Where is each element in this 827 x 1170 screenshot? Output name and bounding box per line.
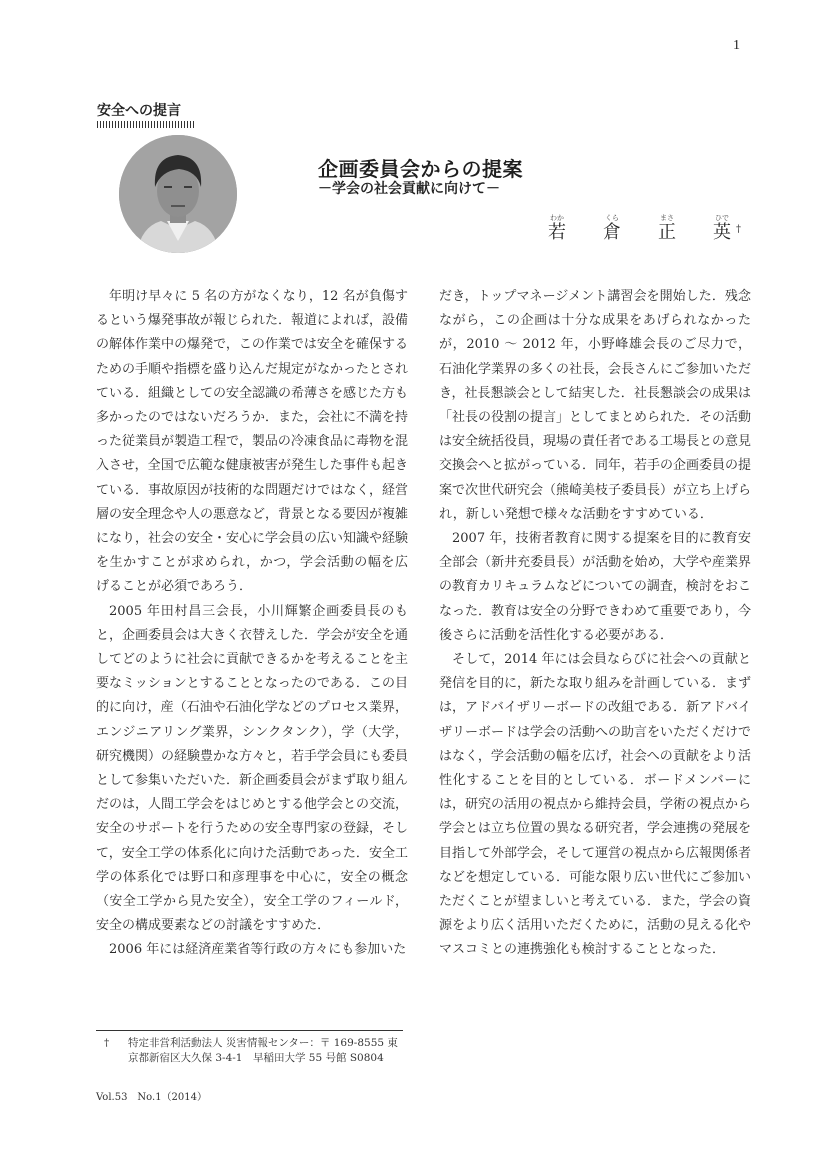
body-paragraph: 2007 年，技術者教育に関する提案を目的に教育安全部会（新井充委員長）が活動を始め，大学や産業界の教育カリキュラムなどについての調査，検討をおこなった．教育は安全の分野できわめて重要であり，今後さらに活動を活性化する必要がある．: [439, 531, 752, 643]
body-column-right: [439, 285, 751, 963]
author-affiliation-mark: †: [736, 224, 741, 235]
author-kanji: 英: [713, 222, 731, 243]
footnote-mark: †: [104, 1037, 110, 1049]
body-paragraph: だき，トップマネージメント講習会を開始した．残念ながら，この企画は十分な成果をあげられなかったが，2010 ～ 2012 年，小野峰雄会長のご尽力で，石油化学業界の多くの社長，会長さんにご参加いただき，社長懇談会として結実した．社長懇談会の成果は「社長の役割の提言」としてまとめられた．その活動は安全統括役員，現場の責任者である工場長との意見交換会へと拡がっている．同年，若手の企画委員の提案で次世代研究会（熊崎美枝子委員長）が立ち上げられ，新しい発想で様々な活動をすすめている．: [439, 289, 752, 522]
section-label: 安全への提言: [97, 103, 181, 119]
footnote: [104, 1036, 404, 1066]
page-number: 1: [733, 38, 740, 53]
author-name: [546, 214, 741, 243]
footnote-divider: [96, 1030, 403, 1031]
author-kanji: 若: [548, 222, 566, 243]
article-title: 企画委員会からの提案: [318, 157, 523, 181]
body-paragraph: 2006 年には経済産業省等行政の方々にも参加いた: [109, 942, 407, 958]
footnote-text: [128, 1036, 398, 1066]
author-char: [601, 214, 623, 243]
portrait-image: [119, 135, 237, 253]
author-char: [711, 214, 733, 243]
footnote-line: 特定非営利活動法人 災害情報センター：〒 169-8555 東: [128, 1037, 398, 1049]
author-ruby: わか: [550, 214, 564, 222]
article-subtitle: －学会の社会貢献に向けて－: [318, 181, 500, 197]
author-portrait: [119, 135, 237, 253]
footnote-line: 京都新宿区大久保 3-4-1 早稲田大学 55 号館 S0804: [128, 1052, 384, 1064]
author-char: [546, 214, 568, 243]
body-paragraph: そして，2014 年には会員ならびに社会への貢献と発信を目的に，新たな取り組みを計画している．まずは，アドバイザリーボードの改組である．新アドバイザリーボードは学会の活動への助言をいただくだけではなく，学会活動の幅を広げ，社会への貢献をより活性化することを目的としている．ボードメンバーには，研究の活用の視点から維持会員，学術の視点から学会とは立ち位置の異なる研究者，学会連携の発展を目指して外部学会，そして運営の視点から広報関係者などを想定している．可能な限り広い世代にご参加いただくことが望ましいと考えている．また，学会の資源をより広く活用いただくために，活動の見える化やマスコミとの連携強化も検討することとなった．: [439, 652, 752, 958]
body-paragraph: 年明け早々に 5 名の方がなくなり，12 名が負傷するという爆発事故が報じられた．報道によれば，設備の解体作業中の爆発で，この作業では安全を確保するための手順や指標を盛り込んだ規定がなかったとされている．組織としての安全認識の希薄さを感じた方も多かったのではないだろうか．また，会社に不満を持った従業員が製造工程で，製品の冷凍食品に毒物を混入させ，全国で広範な健康被害が発生した事件も起きている．事故原因が技術的な問題だけではなく，経営層の安全理念や人の悪意など，背景となる要因が複雑になり，社会の安全・安心に学会員の広い知識や経験を生かすことが求められ，かつ，学会活動の幅を広げることが必須であろう．: [96, 289, 409, 595]
author-ruby: くら: [605, 214, 619, 222]
body-paragraph: 2005 年田村昌三会長，小川輝繁企画委員長のもと，企画委員会は大きく衣替えした．学会が安全を通してどのように社会に貢献できるかを考えることを主要なミッションとすることとなったのである．この目的に向け，産（石油や石油化学などのプロセス業界，エンジニアリング業界，シンクタンク），学（大学，研究機関）の経験豊かな方々と，若手学会員にも委員として参集いただいた．新企画委員会がまず取り組んだのは，人間工学会をはじめとする他学会との交流，安全のサポートを行うための安全専門家の登録，そして，安全工学の体系化に向けた活動であった．安全工学の体系化では野口和彦理事を中心に，安全の概念（安全工学から見た安全），安全工学のフィールド，安全の構成要素などの討議をすすめた．: [96, 603, 409, 934]
author-kanji: 倉: [603, 222, 621, 243]
author-ruby: まさ: [660, 214, 674, 222]
author-kanji: 正: [658, 222, 676, 243]
journal-volume-info: Vol.53 No.1（2014）: [96, 1092, 208, 1103]
body-column-left: [96, 285, 408, 963]
author-char: [656, 214, 678, 243]
section-rule: [97, 121, 194, 128]
author-ruby: ひで: [715, 214, 729, 222]
